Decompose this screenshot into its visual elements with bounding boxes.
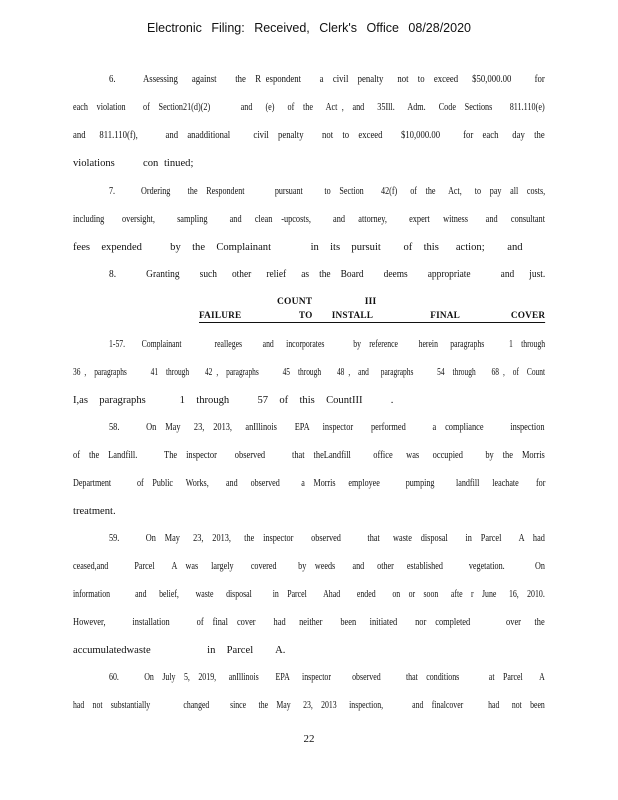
paragraph-60-line-2: had not substantially changed since the May 23, 2013 inspection, and finalcover had not been bbox=[73, 700, 545, 711]
paragraph-58-line-4: treatment. bbox=[73, 506, 116, 517]
page-number: 22 bbox=[303, 733, 315, 745]
paragraph-58-line-3: Department of Public Works, and observed a Morris employee pumping landfill leachate for bbox=[73, 478, 546, 489]
paragraph-60-line-1: 60. On July 5, 2019, anIllinois EPA inspector observed that conditions at Parcel A bbox=[109, 672, 545, 683]
paragraph-6-line-4: violations con tinued; bbox=[73, 158, 194, 169]
paragraph-6-line-1: 6. Assessing against the R espondent a civil penalty not to exceed $50,000.00 for bbox=[109, 74, 545, 85]
paragraph-7-line-2: including oversight, sampling and clean -upcosts, and attorney, expert witness and consultant bbox=[73, 214, 546, 225]
count-heading-title: COUNT III bbox=[277, 297, 377, 307]
paragraph-7-line-3: fees expended by the Complainant in its pursuit of this action; and bbox=[73, 242, 523, 253]
paragraph-1-57-line-1: 1-57. Complainant realleges and incorporates by reference herein paragraphs 1 through bbox=[109, 339, 546, 350]
filing-header: Electronic Filing: Received, Clerk's Office 08/28/2020 bbox=[147, 21, 471, 35]
paragraph-59-line-2: ceased,and Parcel A was largely covered by weeds and other established vegetation. On bbox=[73, 561, 545, 572]
paragraph-58-line-1: 58. On May 23, 2013, anIllinois EPA inspector performed a compliance inspection bbox=[109, 422, 545, 433]
paragraph-8-line-1: 8. Granting such other relief as the Board deems appropriate and just. bbox=[109, 269, 546, 280]
paragraph-58-line-2: of the Landfill. The inspector observed that theLandfill office was occupied by the Morris bbox=[73, 450, 545, 461]
paragraph-59-line-3: information and belief, waste disposal in Parcel Ahad ended on or soon afte r June 16, 2010. bbox=[73, 589, 545, 600]
paragraph-59-line-4: However, installation of final cover had neither been initiated nor completed over the bbox=[73, 617, 545, 628]
paragraph-59-line-5: accumulatedwaste in Parcel A. bbox=[73, 645, 286, 656]
paragraph-6-line-2: each violation of Section21(d)(2) and (e) of the Act , and 35Ill. Adm. Code Sections 811.110(e) bbox=[73, 102, 545, 113]
paragraph-1-57-line-3: I,as paragraphs 1 through 57 of this CountIII . bbox=[73, 395, 394, 406]
count-heading-subtitle: FAILURE TO INSTALL FINAL COVER bbox=[199, 311, 546, 321]
paragraph-7-line-1: 7. Ordering the Respondent pursuant to Section 42(f) of the Act, to pay all costs, bbox=[109, 186, 546, 197]
paragraph-6-line-3: and 811.110(f), and anadditional civil penalty not to exceed $10,000.00 for each day the bbox=[73, 130, 545, 141]
paragraph-1-57-line-2: 36 , paragraphs 41 through 42 , paragraphs 45 through 48 , and paragraphs 54 through 68 , of Count bbox=[73, 367, 546, 378]
paragraph-59-line-1: 59. On May 23, 2013, the inspector observed that waste disposal in Parcel A had bbox=[109, 533, 545, 544]
